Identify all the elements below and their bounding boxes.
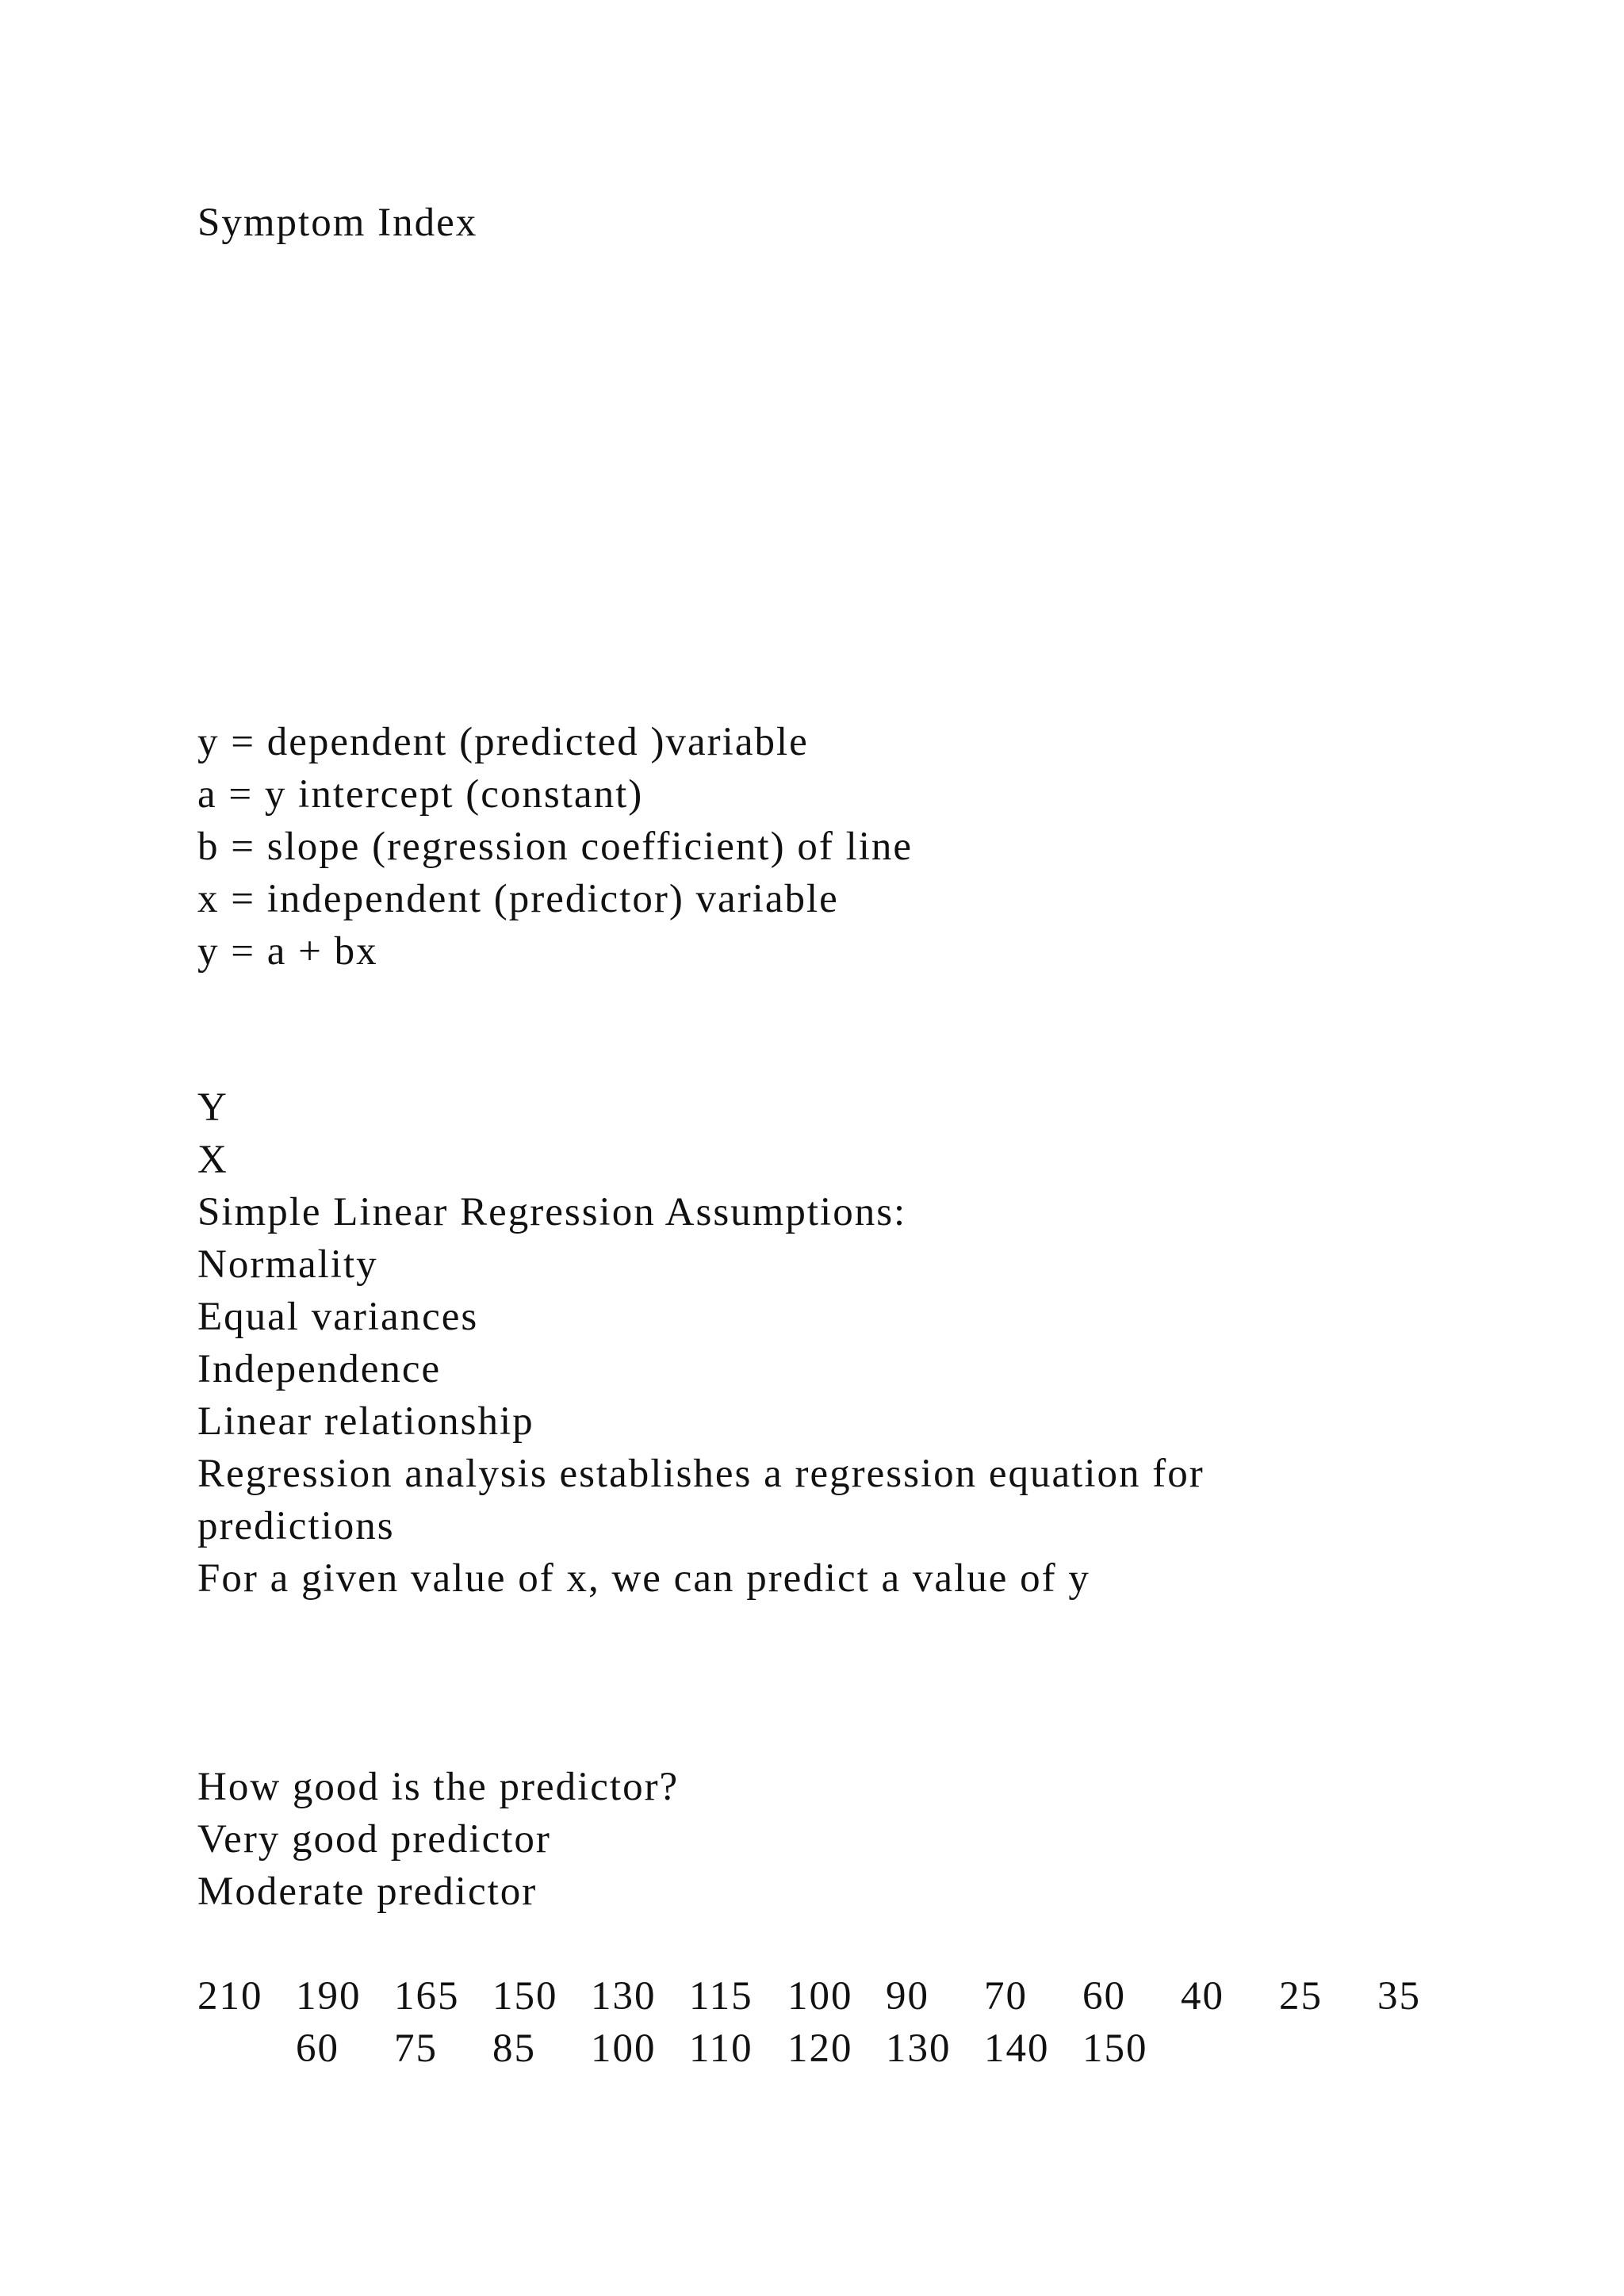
table-cell: 85 (492, 2026, 536, 2071)
x-axis-label: X (197, 1138, 228, 1182)
equation-line: y = a + bx (197, 929, 378, 974)
regression-note: Regression analysis establishes a regression equation for (197, 1452, 1205, 1496)
table-cell: 210 (197, 1974, 263, 2019)
assumptions-title: Simple Linear Regression Assumptions: (197, 1190, 907, 1234)
table-cell: 60 (1082, 1974, 1126, 2019)
table-cell: 90 (886, 1974, 929, 2019)
table-cell: 190 (296, 1974, 362, 2019)
table-cell: 165 (394, 1974, 460, 2019)
regression-note: For a given value of x, we can predict a value of y (197, 1556, 1090, 1601)
assumption-item: Linear relationship (197, 1399, 534, 1444)
table-cell: 40 (1181, 1974, 1224, 2019)
table-cell: 70 (984, 1974, 1028, 2019)
predictor-note: Very good predictor (197, 1817, 551, 1862)
table-cell: 130 (591, 1974, 657, 2019)
table-cell: 150 (492, 1974, 558, 2019)
table-cell: 140 (984, 2026, 1050, 2071)
definition-line: b = slope (regression coefficient) of line (197, 825, 914, 869)
assumption-item: Independence (197, 1347, 442, 1391)
table-cell: 75 (394, 2026, 438, 2071)
table-cell: 60 (296, 2026, 339, 2071)
table-cell: 35 (1377, 1974, 1421, 2019)
page-title: Symptom Index (197, 201, 478, 245)
predictor-question: How good is the predictor? (197, 1765, 680, 1809)
assumption-item: Normality (197, 1242, 378, 1287)
table-cell: 25 (1279, 1974, 1323, 2019)
definition-line: x = independent (predictor) variable (197, 877, 839, 921)
definition-line: y = dependent (predicted )variable (197, 720, 809, 764)
table-cell: 110 (689, 2026, 753, 2071)
table-cell: 100 (787, 1974, 853, 2019)
assumption-item: Equal variances (197, 1295, 479, 1339)
table-cell: 120 (787, 2026, 853, 2071)
table-cell: 100 (591, 2026, 657, 2071)
regression-note: predictions (197, 1504, 395, 1548)
table-cell: 150 (1082, 2026, 1148, 2071)
predictor-note: Moderate predictor (197, 1869, 538, 1914)
y-axis-label: Y (197, 1085, 228, 1130)
definition-line: a = y intercept (constant) (197, 772, 644, 817)
table-cell: 130 (886, 2026, 952, 2071)
table-cell: 115 (689, 1974, 753, 2019)
